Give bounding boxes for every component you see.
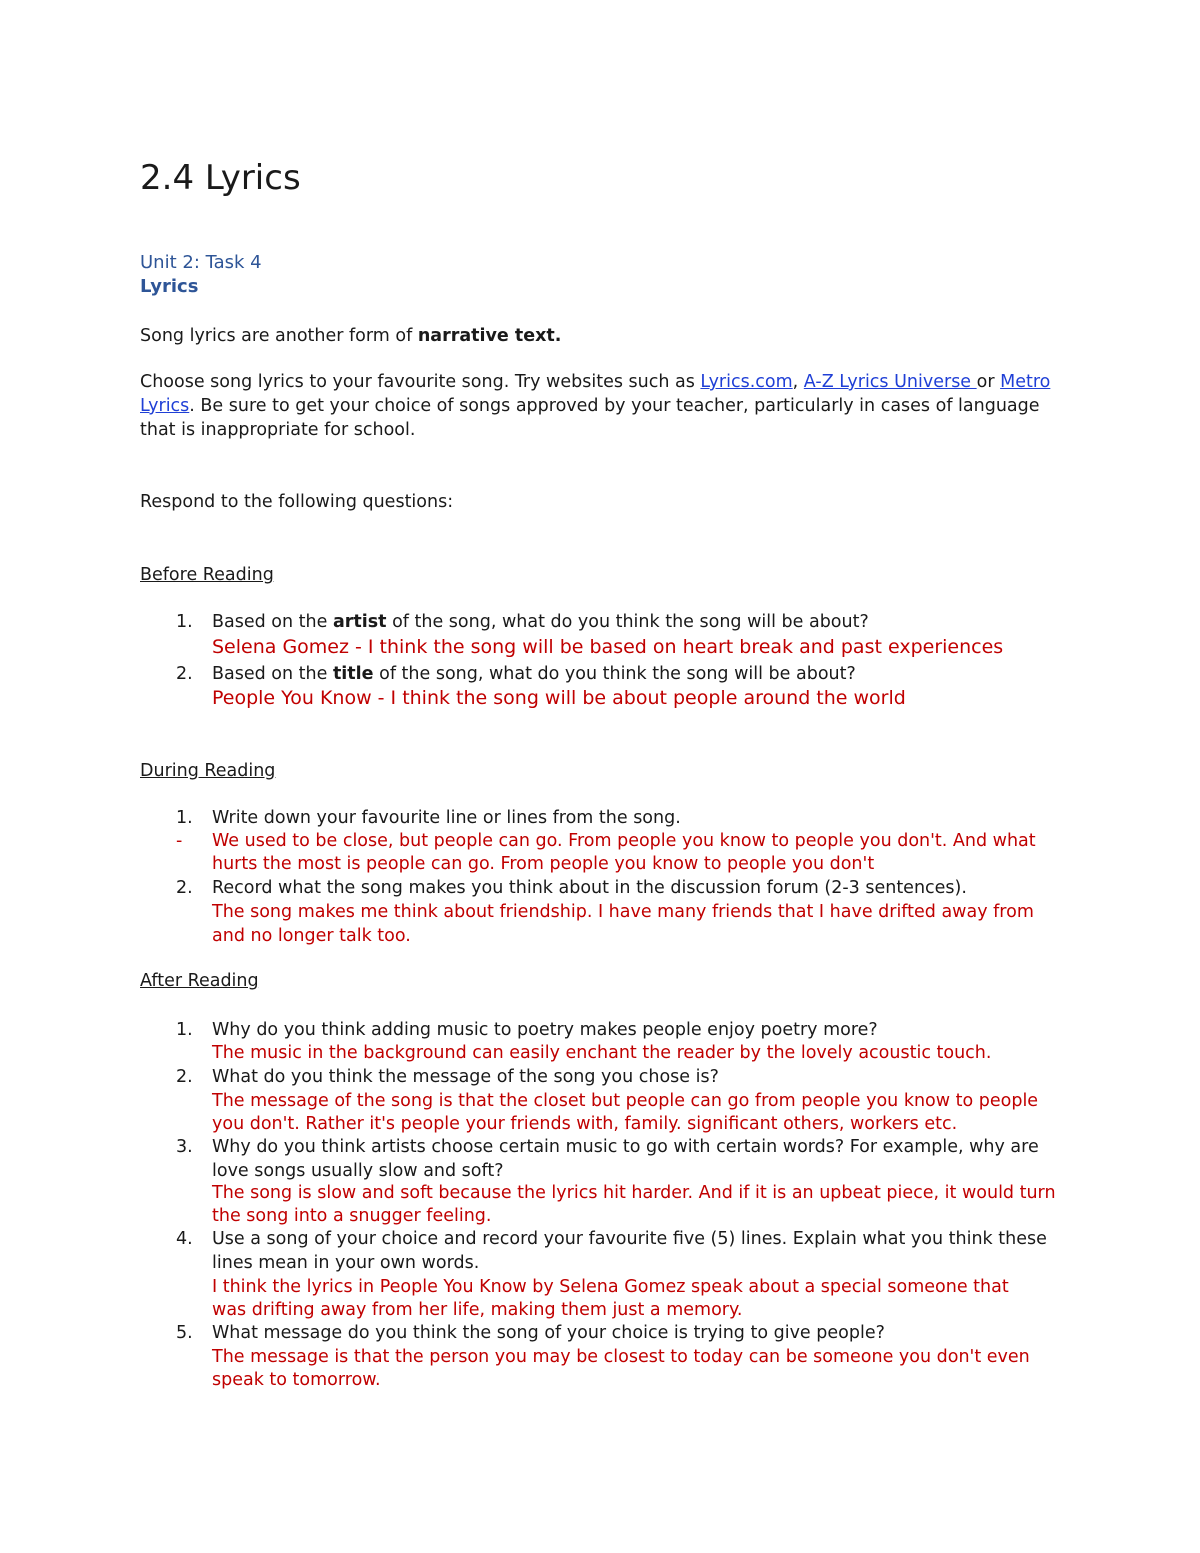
question-part: of the song, what do you think the song will be about? — [386, 612, 869, 632]
list-number: 2. — [176, 664, 193, 684]
unit-subtitle: Lyrics — [140, 276, 199, 297]
question-part: Based on the — [212, 664, 333, 684]
list-number: 1. — [176, 808, 193, 828]
question-text: Write down your favourite line or lines from the song. — [212, 808, 681, 828]
list-number: 2. — [176, 1067, 193, 1087]
answer-line-1: The message is that the person you may be closest to today can be someone you don't even — [212, 1347, 1030, 1367]
intro-paragraph — [140, 324, 561, 348]
before-reading-heading: Before Reading — [140, 565, 274, 585]
answer-text: Selena Gomez - I think the song will be based on heart break and past experiences — [212, 636, 1004, 658]
answer-line-1: The message of the song is that the closet but people can go from people you know to people — [212, 1091, 1039, 1111]
list-number: 2. — [176, 878, 193, 898]
choose-paragraph — [140, 370, 1060, 442]
answer-line-1: The song is slow and soft because the lyrics hit harder. And if it is an upbeat piece, it would turn — [212, 1183, 1056, 1203]
question-text: What do you think the message of the song you chose is? — [212, 1067, 719, 1087]
question-line-2: love songs usually slow and soft? — [212, 1161, 504, 1181]
intro-text: Song lyrics are another form of — [140, 326, 418, 346]
answer-line-2: speak to tomorrow. — [212, 1370, 381, 1390]
question-text — [212, 663, 1062, 687]
list-number: 1. — [176, 1020, 193, 1040]
question-text: Why do you think adding music to poetry makes people enjoy poetry more? — [212, 1020, 878, 1040]
answer-line-2: was drifting away from her life, making them just a memory. — [212, 1300, 743, 1320]
question-part: Based on the — [212, 612, 333, 632]
metro-lyrics-link-part2[interactable]: Lyrics — [140, 396, 190, 416]
question-bold: artist — [332, 612, 387, 632]
question-line-1: Why do you think artists choose certain music to go with certain words? For example, why are — [212, 1137, 1039, 1157]
answer-line-1: We used to be close, but people can go. From people you know to people you don't. And what — [212, 831, 1036, 851]
list-number: 4. — [176, 1229, 193, 1249]
answer-line-1: The song makes me think about friendship. I have many friends that I have drifted away from — [212, 902, 1034, 922]
during-reading-heading: During Reading — [140, 761, 276, 781]
question-line-1: Use a song of your choice and record your favourite five (5) lines. Explain what you think these — [212, 1229, 1047, 1249]
answer-line-2: you don't. Rather it's people your friends with, family. significant others, workers etc. — [212, 1114, 958, 1134]
answer-line-1: The music in the background can easily enchant the reader by the lovely acoustic touch. — [212, 1043, 992, 1063]
choose-text-3: that is inappropriate for school. — [140, 420, 416, 440]
choose-text-2: . Be sure to get your choice of songs approved by your teacher, particularly in cases of language — [189, 396, 1040, 416]
az-lyrics-link[interactable]: A-Z Lyrics Universe — [803, 372, 977, 392]
question-text: What message do you think the song of your choice is trying to give people? — [212, 1323, 885, 1343]
choose-sep-1: , — [792, 372, 804, 392]
answer-line-2: hurts the most is people can go. From people you know to people you don't — [212, 854, 875, 874]
question-text: Record what the song makes you think about in the discussion forum (2-3 sentences). — [212, 878, 967, 898]
page-title: 2.4 Lyrics — [140, 158, 301, 198]
metro-lyrics-link-part1[interactable]: Metro — [1000, 372, 1051, 392]
list-number: 5. — [176, 1323, 193, 1343]
intro-bold: narrative text. — [417, 326, 562, 346]
answer-line-2: the song into a snugger feeling. — [212, 1206, 492, 1226]
question-line-2: lines mean in your own words. — [212, 1253, 480, 1273]
lyrics-com-link[interactable]: Lyrics.com — [700, 372, 793, 392]
unit-label: Unit 2: Task 4 — [140, 252, 262, 273]
choose-sep-2: or — [976, 372, 1001, 392]
question-text — [212, 611, 1062, 635]
question-bold: title — [332, 664, 374, 684]
dash-bullet: - — [176, 831, 183, 851]
list-number: 3. — [176, 1137, 193, 1157]
question-part: of the song, what do you think the song will be about? — [373, 664, 856, 684]
respond-instruction: Respond to the following questions: — [140, 492, 454, 512]
answer-text: People You Know - I think the song will be about people around the world — [212, 687, 906, 709]
list-number: 1. — [176, 612, 193, 632]
after-reading-heading: After Reading — [140, 971, 259, 991]
answer-line-1: I think the lyrics in People You Know by Selena Gomez speak about a special someone that — [212, 1277, 1009, 1297]
answer-line-2: and no longer talk too. — [212, 926, 411, 946]
choose-text-1: Choose song lyrics to your favourite song. Try websites such as — [140, 372, 701, 392]
